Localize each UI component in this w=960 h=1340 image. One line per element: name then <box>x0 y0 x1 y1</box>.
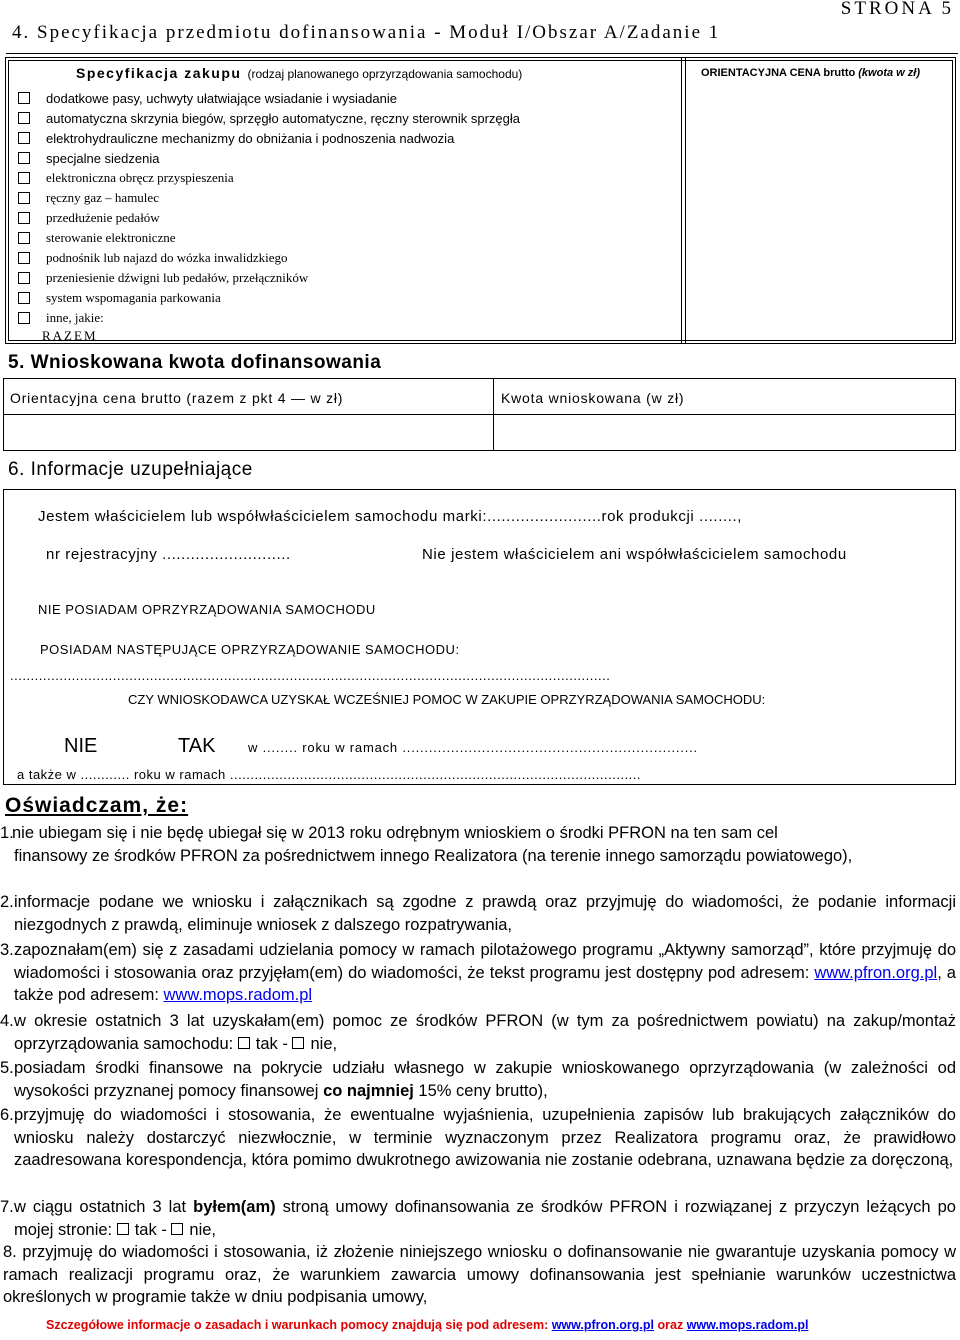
option-yes: tak <box>134 1220 157 1239</box>
has-equipment-option[interactable]: POSIADAM NASTĘPUJĄCE OPRZYRZĄDOWANIE SAMOCHODU: <box>40 642 460 657</box>
checkbox[interactable] <box>18 92 30 104</box>
specification-table <box>5 57 956 344</box>
price-column-heading <box>701 67 920 79</box>
checkbox[interactable] <box>18 292 30 304</box>
item-5-end: 15% ceny brutto), <box>413 1081 548 1100</box>
checkbox[interactable] <box>18 312 30 324</box>
item-3-mid: , a także pod adresem: <box>14 963 956 1004</box>
spec-item-label: specjalne siedzenia <box>46 150 160 166</box>
spec-item-electronic-control[interactable] <box>18 228 176 248</box>
option-no: nie, <box>310 1034 338 1053</box>
prior-aid-question: CZY WNIOSKODAWCA UZYSKAŁ WCZEŚNIEJ POMOC W ZAKUPIE OPRZYRZĄDOWANIA SAMOCHODU: <box>128 692 766 707</box>
requested-amount-header: Kwota wnioskowana (w zł) <box>501 390 685 406</box>
header-rule <box>6 53 958 54</box>
no-equipment-option[interactable]: NIE POSIADAM OPRZYRZĄDOWANIA SAMOCHODU <box>38 602 376 617</box>
declaration-item-1 <box>0 822 956 867</box>
footer-mops-link[interactable]: www.mops.radom.pl <box>686 1318 809 1332</box>
item-5-text: posiadam środki finansowe na pokrycie udziału własnego w zakupie wnioskowanego oprzyrządowania (w zależności od wysokości przyznanej pomocy finansowej <box>14 1059 956 1100</box>
mops-link[interactable]: www.mops.radom.pl <box>163 986 313 1004</box>
section-4-title: 4. Specyfikacja przedmiotu dofinansowania - Moduł I/Obszar A/Zadanie 1 <box>12 22 721 43</box>
separator: - <box>277 1034 293 1053</box>
checkbox[interactable] <box>18 212 30 224</box>
option-no: nie, <box>189 1220 217 1239</box>
spec-item-wheelchair-lift[interactable] <box>18 248 288 268</box>
item-5-bold: co najmniej <box>323 1081 414 1100</box>
item-number: 2. <box>0 893 14 911</box>
item-4-text: w okresie ostatnich 3 lat uzyskałam(em) pomoc ze środków PFRON (w tym za pośrednictwem powiatu) na zakup/montaż oprzyrządowania samochodu: <box>14 1012 956 1053</box>
spec-item-electronic-ring[interactable] <box>18 168 234 188</box>
prior-aid-also-line: a także w ............ roku w ramach .................................................................................................... <box>17 767 642 782</box>
item-number: 6. <box>0 1106 14 1124</box>
spec-item-label: automatyczna skrzynia biegów, sprzęgło automatyczne, ręczny sterownik sprzęgła <box>46 110 520 126</box>
checkbox[interactable] <box>18 152 30 164</box>
option-yes: tak <box>255 1034 278 1053</box>
declaration-item-7 <box>0 1196 956 1241</box>
item-1-line-2: finansowy ze środków PFRON za pośrednictwem innego Realizatora (na terenie innego samorządu powiatowego), <box>14 846 853 865</box>
spec-item-parking-assist[interactable] <box>18 288 221 308</box>
spec-item-other[interactable] <box>18 308 104 328</box>
checkbox[interactable] <box>171 1223 183 1235</box>
spec-item-label: ręczny gaz – hamulec <box>46 190 159 205</box>
section-5-title: 5. Wnioskowana kwota dofinansowania <box>8 352 382 373</box>
item-7-text: w ciągu ostatnich 3 lat <box>14 1198 194 1216</box>
registration-line: nr rejestracyjny ........................... <box>46 546 291 563</box>
item-7-bold: byłem(am) <box>193 1198 276 1216</box>
spec-item-automatic-gearbox[interactable] <box>18 108 520 128</box>
checkbox[interactable] <box>18 232 30 244</box>
spec-item-extra-belts[interactable] <box>18 88 397 108</box>
checkbox[interactable] <box>292 1037 304 1049</box>
row-divider <box>4 414 955 415</box>
declaration-item-3 <box>0 939 956 1007</box>
declaration-item-5 <box>0 1057 956 1102</box>
footer-note <box>46 1318 808 1332</box>
spec-item-label: przeniesienie dźwigni lub pedałów, przełączników <box>46 270 309 285</box>
requested-amount-table <box>3 378 956 451</box>
separator: - <box>156 1220 172 1239</box>
prior-aid-yes[interactable]: TAK <box>178 735 216 757</box>
price-heading-text: ORIENTACYJNA CENA brutto <box>701 67 856 79</box>
declaration-item-4 <box>0 1010 956 1055</box>
checkbox[interactable] <box>117 1223 129 1235</box>
spec-item-hand-throttle-brake[interactable] <box>18 188 159 208</box>
specification-heading-text: Specyfikacja zakupu <box>76 65 242 81</box>
item-number: 7. <box>0 1198 14 1216</box>
checkbox[interactable] <box>18 272 30 284</box>
specification-subheading: (rodzaj planowanego oprzyrządowania samochodu) <box>247 67 523 81</box>
spec-item-label: system wspomagania parkowania <box>46 290 221 305</box>
item-7-end: stroną umowy dofinansowania ze środków PFRON i rozwiązanej z przyczyn leżących po mojej stronie: <box>14 1198 956 1239</box>
checkbox[interactable] <box>18 252 30 264</box>
spec-item-label: przedłużenie pedałów <box>46 210 160 225</box>
prior-aid-year-line: w ........ roku w ramach ................................................................... <box>248 740 698 755</box>
spec-item-hydraulic-body-lift[interactable] <box>18 128 454 148</box>
estimated-price-header: Orientacyjna cena brutto (razem z pkt 4 — w zł) <box>10 390 344 406</box>
footer-mid: oraz <box>654 1318 687 1332</box>
page-number: STRONA 5 <box>840 0 954 19</box>
item-1-line-1: nie ubiegam się i nie będę ubiegał się w 2013 roku odrębnym wnioskiem o środki PFRON na ten sam cel <box>12 824 778 842</box>
spec-item-label: inne, jakie: <box>46 310 104 325</box>
column-divider <box>685 58 686 343</box>
spec-item-label: sterowanie elektroniczne <box>46 230 176 245</box>
total-label: RAZEM <box>42 328 98 343</box>
spec-item-label: podnośnik lub najazd do wózka inwalidzkiego <box>46 250 288 265</box>
spec-item-lever-relocation[interactable] <box>18 268 308 288</box>
pfron-link[interactable]: www.pfron.org.pl <box>814 963 938 982</box>
footer-pfron-link[interactable]: www.pfron.org.pl <box>551 1318 655 1332</box>
spec-item-label: elektroniczna obręcz przyspieszenia <box>46 170 234 185</box>
specification-heading <box>76 65 522 81</box>
declaration-item-8 <box>3 1241 956 1309</box>
item-6-text: przyjmuję do wiadomości i stosowania, że ewentualne wyjaśnienia, uzupełnienia zapisów lub brakujących załączników do wniosku należy dostarczyć niezwłocznie, w terminie wyznaczonym przez Realizatora programu oraz, że prawidłowo zaadresowana korespondencja, która pomimo dwukrotnego awizowania nie zostanie odebrana, uznawana będzie za doręczoną, <box>14 1106 956 1169</box>
checkbox[interactable] <box>18 112 30 124</box>
owner-line: Jestem właścicielem lub współwłaścicielem samochodu marki:........................rok produkcji ........, <box>38 508 743 525</box>
spec-item-label: dodatkowe pasy, uchwyty ułatwiające wsiadanie i wysiadanie <box>46 90 397 106</box>
checkbox[interactable] <box>18 132 30 144</box>
checkbox[interactable] <box>18 172 30 184</box>
item-number: 5. <box>0 1059 14 1077</box>
section-6-title: 6. Informacje uzupełniające <box>8 459 253 480</box>
price-heading-unit: (kwota w zł) <box>858 67 920 79</box>
prior-aid-no[interactable]: NIE <box>64 735 98 757</box>
footer-text: Szczegółowe informacje o zasadach i warunkach pomocy znajdują się pod adresem: <box>46 1318 552 1332</box>
equipment-dotted-line: .................................................................................................................................................. <box>10 668 611 683</box>
declaration-item-6 <box>0 1104 956 1172</box>
spec-item-pedal-extension[interactable] <box>18 208 160 228</box>
checkbox[interactable] <box>238 1037 250 1049</box>
not-owner-option[interactable]: Nie jestem właścicielem ani współwłaścicielem samochodu <box>422 546 847 563</box>
checkbox[interactable] <box>18 192 30 204</box>
item-number: 3. <box>0 941 14 959</box>
spec-item-special-seats[interactable] <box>18 148 159 168</box>
declaration-title: Oświadczam, że: <box>5 794 189 817</box>
item-8-text: 8. przyjmuję do wiadomości i stosowania, iż złożenie niniejszego wniosku o dofinansowanie nie gwarantuje uzyskania pomocy w ramach realizacji programu oraz, że warunkiem zawarcia umowy dofinansowania jest spełnianie warunków uczestnictwa określonych w programie także w dniu podpisania umowy, <box>3 1243 956 1306</box>
item-3-text: zapoznałam(em) się z zasadami udzielania pomocy w ramach pilotażowego programu „Aktywny samorząd”, które przyjmuję do wiadomości i stosowania oraz przyjęłam(em) do wiadomości, że tekst programu jest dostępny pod adresem: <box>14 941 956 982</box>
declaration-item-2 <box>0 891 956 936</box>
item-number: 1. <box>0 824 14 842</box>
spec-item-label: elektrohydrauliczne mechanizmy do obniżania i podnoszenia nadwozia <box>46 130 455 146</box>
item-2-text: informacje podane we wniosku i załącznikach są zgodne z prawdą oraz przyjmuję do wiadomości, że podanie informacji niezgodnych z prawdą, eliminuje wniosek z dalszego rozpatrywania, <box>14 893 956 934</box>
column-divider <box>681 58 682 343</box>
item-number: 4. <box>0 1012 14 1030</box>
